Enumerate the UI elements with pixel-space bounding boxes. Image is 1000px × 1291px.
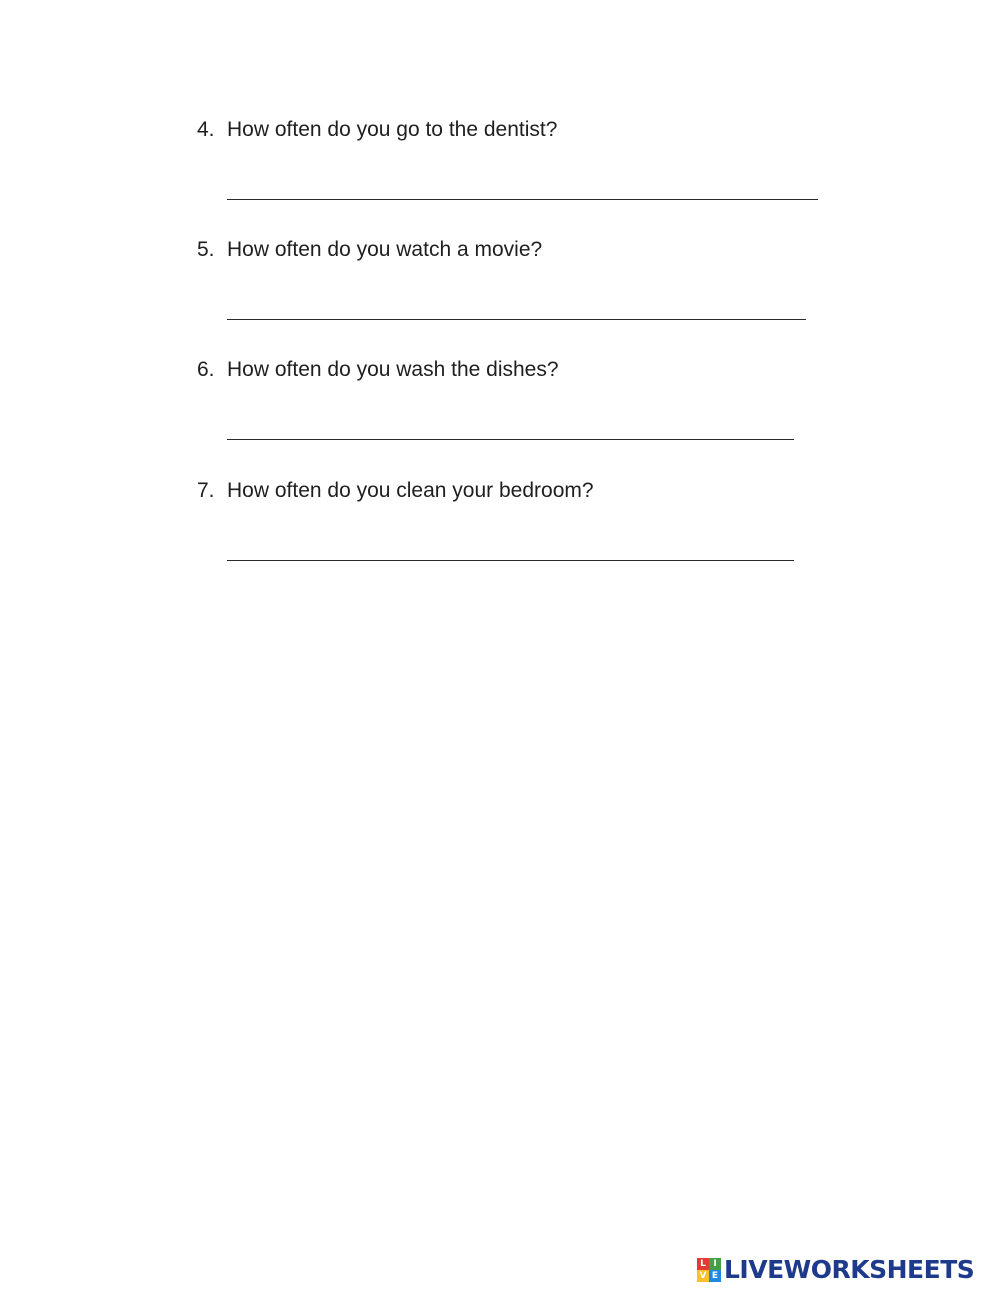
question-4 bbox=[197, 117, 557, 143]
logo-letter-i: I bbox=[709, 1258, 721, 1270]
question-number: 6. bbox=[197, 358, 215, 381]
answer-line-4[interactable] bbox=[227, 199, 818, 200]
question-text: How often do you wash the dishes? bbox=[227, 358, 559, 381]
question-7 bbox=[197, 478, 594, 504]
liveworksheets-brand bbox=[697, 1255, 974, 1285]
answer-line-7[interactable] bbox=[227, 560, 794, 561]
question-5 bbox=[197, 237, 542, 263]
question-number: 5. bbox=[197, 238, 215, 261]
logo-letter-v: V bbox=[697, 1270, 709, 1282]
answer-line-6[interactable] bbox=[227, 439, 794, 440]
question-6 bbox=[197, 357, 559, 383]
liveworksheets-logo-icon bbox=[697, 1258, 721, 1282]
brand-wordmark: LIVEWORKSHEETS bbox=[724, 1255, 975, 1284]
question-text: How often do you go to the dentist? bbox=[227, 118, 558, 141]
answer-line-5[interactable] bbox=[227, 319, 806, 320]
logo-letter-l: L bbox=[697, 1258, 709, 1270]
question-text: How often do you watch a movie? bbox=[227, 238, 543, 261]
question-text: How often do you clean your bedroom? bbox=[227, 479, 594, 502]
logo-letter-e: E bbox=[709, 1270, 721, 1282]
question-number: 4. bbox=[197, 118, 215, 141]
question-number: 7. bbox=[197, 479, 215, 502]
